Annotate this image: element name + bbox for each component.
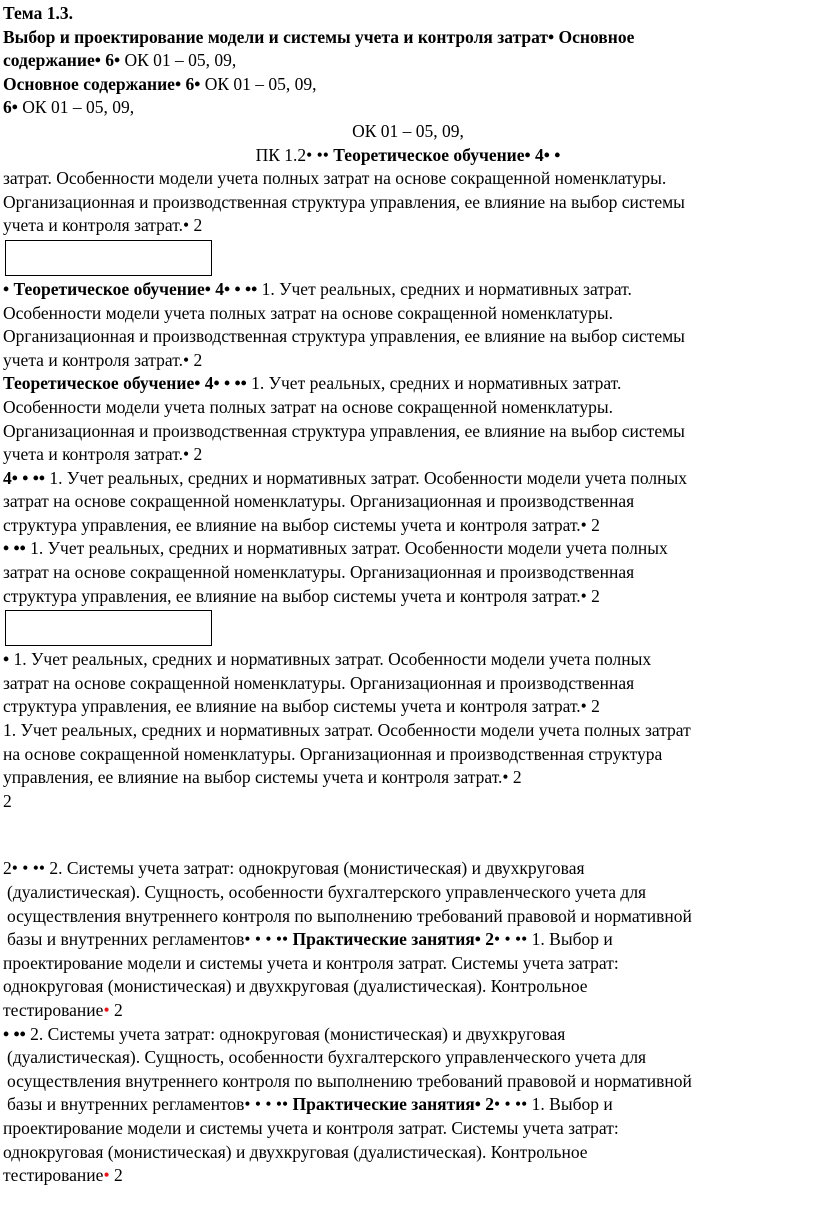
text-run: 6• [3,97,18,118]
text-run: затрат на основе сокращенной номенклатуры. Организационная и производственная [3,562,635,583]
text-line [3,1117,813,1141]
text-run: Особенности модели учета полных затрат на основе сокращенной номенклатуры. [3,396,613,417]
text-run: Выбор и проектирование модели и системы учета и контроля затрат• Основное [3,26,635,47]
text-run: Тема 1.3. [3,3,73,23]
text-run: 1. Учет реальных, средних и нормативных затрат. Особенности модели учета полных [9,649,652,670]
text-line [3,1141,813,1165]
text-run: ПК 1.2• •• [255,144,334,165]
text-line [3,881,813,905]
text-run: Теоретическое обучение• 4• • •• [3,373,247,394]
text-line [3,585,813,609]
text-line [3,73,813,97]
text-run: ОК 01 – 05, 09, [200,73,317,94]
text-line [3,561,813,585]
text-run: 2 [109,1165,123,1186]
text-run: 2. Системы учета затрат: однокруговая (монистическая) и двухкруговая [25,1023,566,1044]
text-line [3,1093,813,1117]
text-run: ОК 01 – 05, 09, [120,50,237,71]
text-line [3,1023,813,1047]
text-run: • [3,649,10,670]
document-page [3,2,813,1188]
text-run: учета и контроля затрат.• 2 [3,215,203,236]
text-run: Основное содержание• 6• [3,73,201,94]
text-line [3,928,813,952]
text-line [3,396,813,420]
text-line [3,1046,813,1070]
text-run: 2 [3,790,12,811]
text-run: • •• [3,538,26,559]
text-run: структура управления, ее влияние на выбор системы учета и контроля затрат.• 2 [3,514,600,535]
text-line [3,467,813,491]
empty-frame [5,240,212,276]
text-line [3,144,813,168]
text-run: 1. Учет реальных, средних и нормативных затрат. Особенности модели учета полных [25,538,668,559]
text-run: (дуалистическая). Сущность, особенности бухгалтерского управленческого учета для [7,882,647,902]
text-run: управления, ее влияние на выбор системы учета и контроля затрат.• 2 [3,767,522,788]
text-run: тестирование [3,1165,104,1186]
text-run: 2 [109,999,123,1020]
text-run: ОК 01 – 05, 09, [352,120,464,141]
text-line [3,420,813,444]
text-run: структура управления, ее влияние на выбор системы учета и контроля затрат.• 2 [3,585,600,606]
text-run: 4• • •• [3,467,46,488]
text-run: осуществления внутреннего контроля по выполнению требований правовой и нормативной [7,905,692,926]
text-run: Организационная и производственная структура управления, ее влияние на выбор системы [3,420,685,441]
text-line [3,743,813,767]
text-line [3,905,813,929]
text-run: тестирование [3,999,104,1020]
text-run: • • •• 1. Выбор и [494,1094,613,1115]
text-run: 1. Учет реальных, средних и нормативных затрат. [246,373,622,394]
text-line [3,975,813,999]
text-run: 1. Учет реальных, средних и нормативных затрат. Особенности модели учета полных [45,467,687,488]
text-line [3,191,813,215]
text-run: Организационная и производственная структура управления, ее влияние на выбор системы [3,326,685,347]
text-run: содержание• 6• [3,50,121,71]
bullet-marker: • [103,999,110,1020]
text-run: затрат на основе сокращенной номенклатуры. Организационная и производственная [3,672,635,693]
text-line [3,514,813,538]
text-run: базы и внутренних регламентов• • • •• [7,929,293,950]
text-line [3,537,813,561]
text-line [3,999,813,1023]
text-line [3,952,813,976]
text-run: Практические занятия• 2 [292,1094,495,1115]
text-run: однокруговая (монистическая) и двухкруговая (дуалистическая). Контрольное [3,976,588,997]
text-line [3,857,813,881]
text-line [3,443,813,467]
text-line [3,349,813,373]
text-run: учета и контроля затрат.• 2 [3,444,203,465]
text-line [3,648,813,672]
text-run: 1. Учет реальных, средних и нормативных затрат. Особенности модели учета полных затрат [3,720,691,741]
text-line [3,672,813,696]
bullet-marker: • [103,1165,110,1186]
text-line [3,214,813,238]
text-line [3,278,813,302]
text-line [3,1164,813,1188]
text-line [3,490,813,514]
text-line [3,96,813,120]
text-run: на основе сокращенной номенклатуры. Организационная и производственная структура [3,743,663,764]
text-run: базы и внутренних регламентов• • • •• [7,1094,293,1115]
text-run: (дуалистическая). Сущность, особенности бухгалтерского управленческого учета для [7,1047,647,1068]
text-run: проектирование модели и системы учета и контроля затрат. Системы учета затрат: [3,952,619,973]
text-run: Особенности модели учета полных затрат на основе сокращенной номенклатуры. [3,302,613,323]
spacer [3,813,813,857]
text-run: • • •• 1. Выбор и [494,929,613,950]
text-run: затрат. Особенности модели учета полных затрат на основе сокращенной номенклатуры. [3,168,667,189]
text-run: • •• [3,1023,26,1044]
text-line [3,302,813,326]
text-line [3,695,813,719]
text-line [3,120,813,144]
text-run: Организационная и производственная структура управления, ее влияние на выбор системы [3,191,685,212]
text-line [3,49,813,73]
text-line [3,1070,813,1094]
text-run: проектирование модели и системы учета и контроля затрат. Системы учета затрат: [3,1117,619,1138]
text-line [3,167,813,191]
text-run: структура управления, ее влияние на выбор системы учета и контроля затрат.• 2 [3,696,600,717]
text-run: однокруговая (монистическая) и двухкруговая (дуалистическая). Контрольное [3,1141,588,1162]
text-run: осуществления внутреннего контроля по выполнению требований правовой и нормативной [7,1070,692,1091]
text-run: ОК 01 – 05, 09, [17,97,135,118]
text-run: Практические занятия• 2 [292,929,495,950]
text-line [3,766,813,790]
text-line [3,325,813,349]
text-run: затрат на основе сокращенной номенклатуры. Организационная и производственная [3,491,635,512]
text-line [3,719,813,743]
text-run: 2• • •• 2. Системы учета затрат: однокруговая (монистическая) и двухкруговая [3,858,585,879]
text-run: учета и контроля затрат.• 2 [3,349,203,370]
text-line [3,2,813,26]
text-run: 1. Учет реальных, средних и нормативных затрат. [257,278,632,299]
text-run: Теоретическое обучение• 4• • [333,144,561,165]
empty-frame [5,610,212,646]
text-run: • Теоретическое обучение• 4• • •• [3,278,258,299]
text-line [3,372,813,396]
text-line [3,26,813,50]
text-line [3,790,813,814]
